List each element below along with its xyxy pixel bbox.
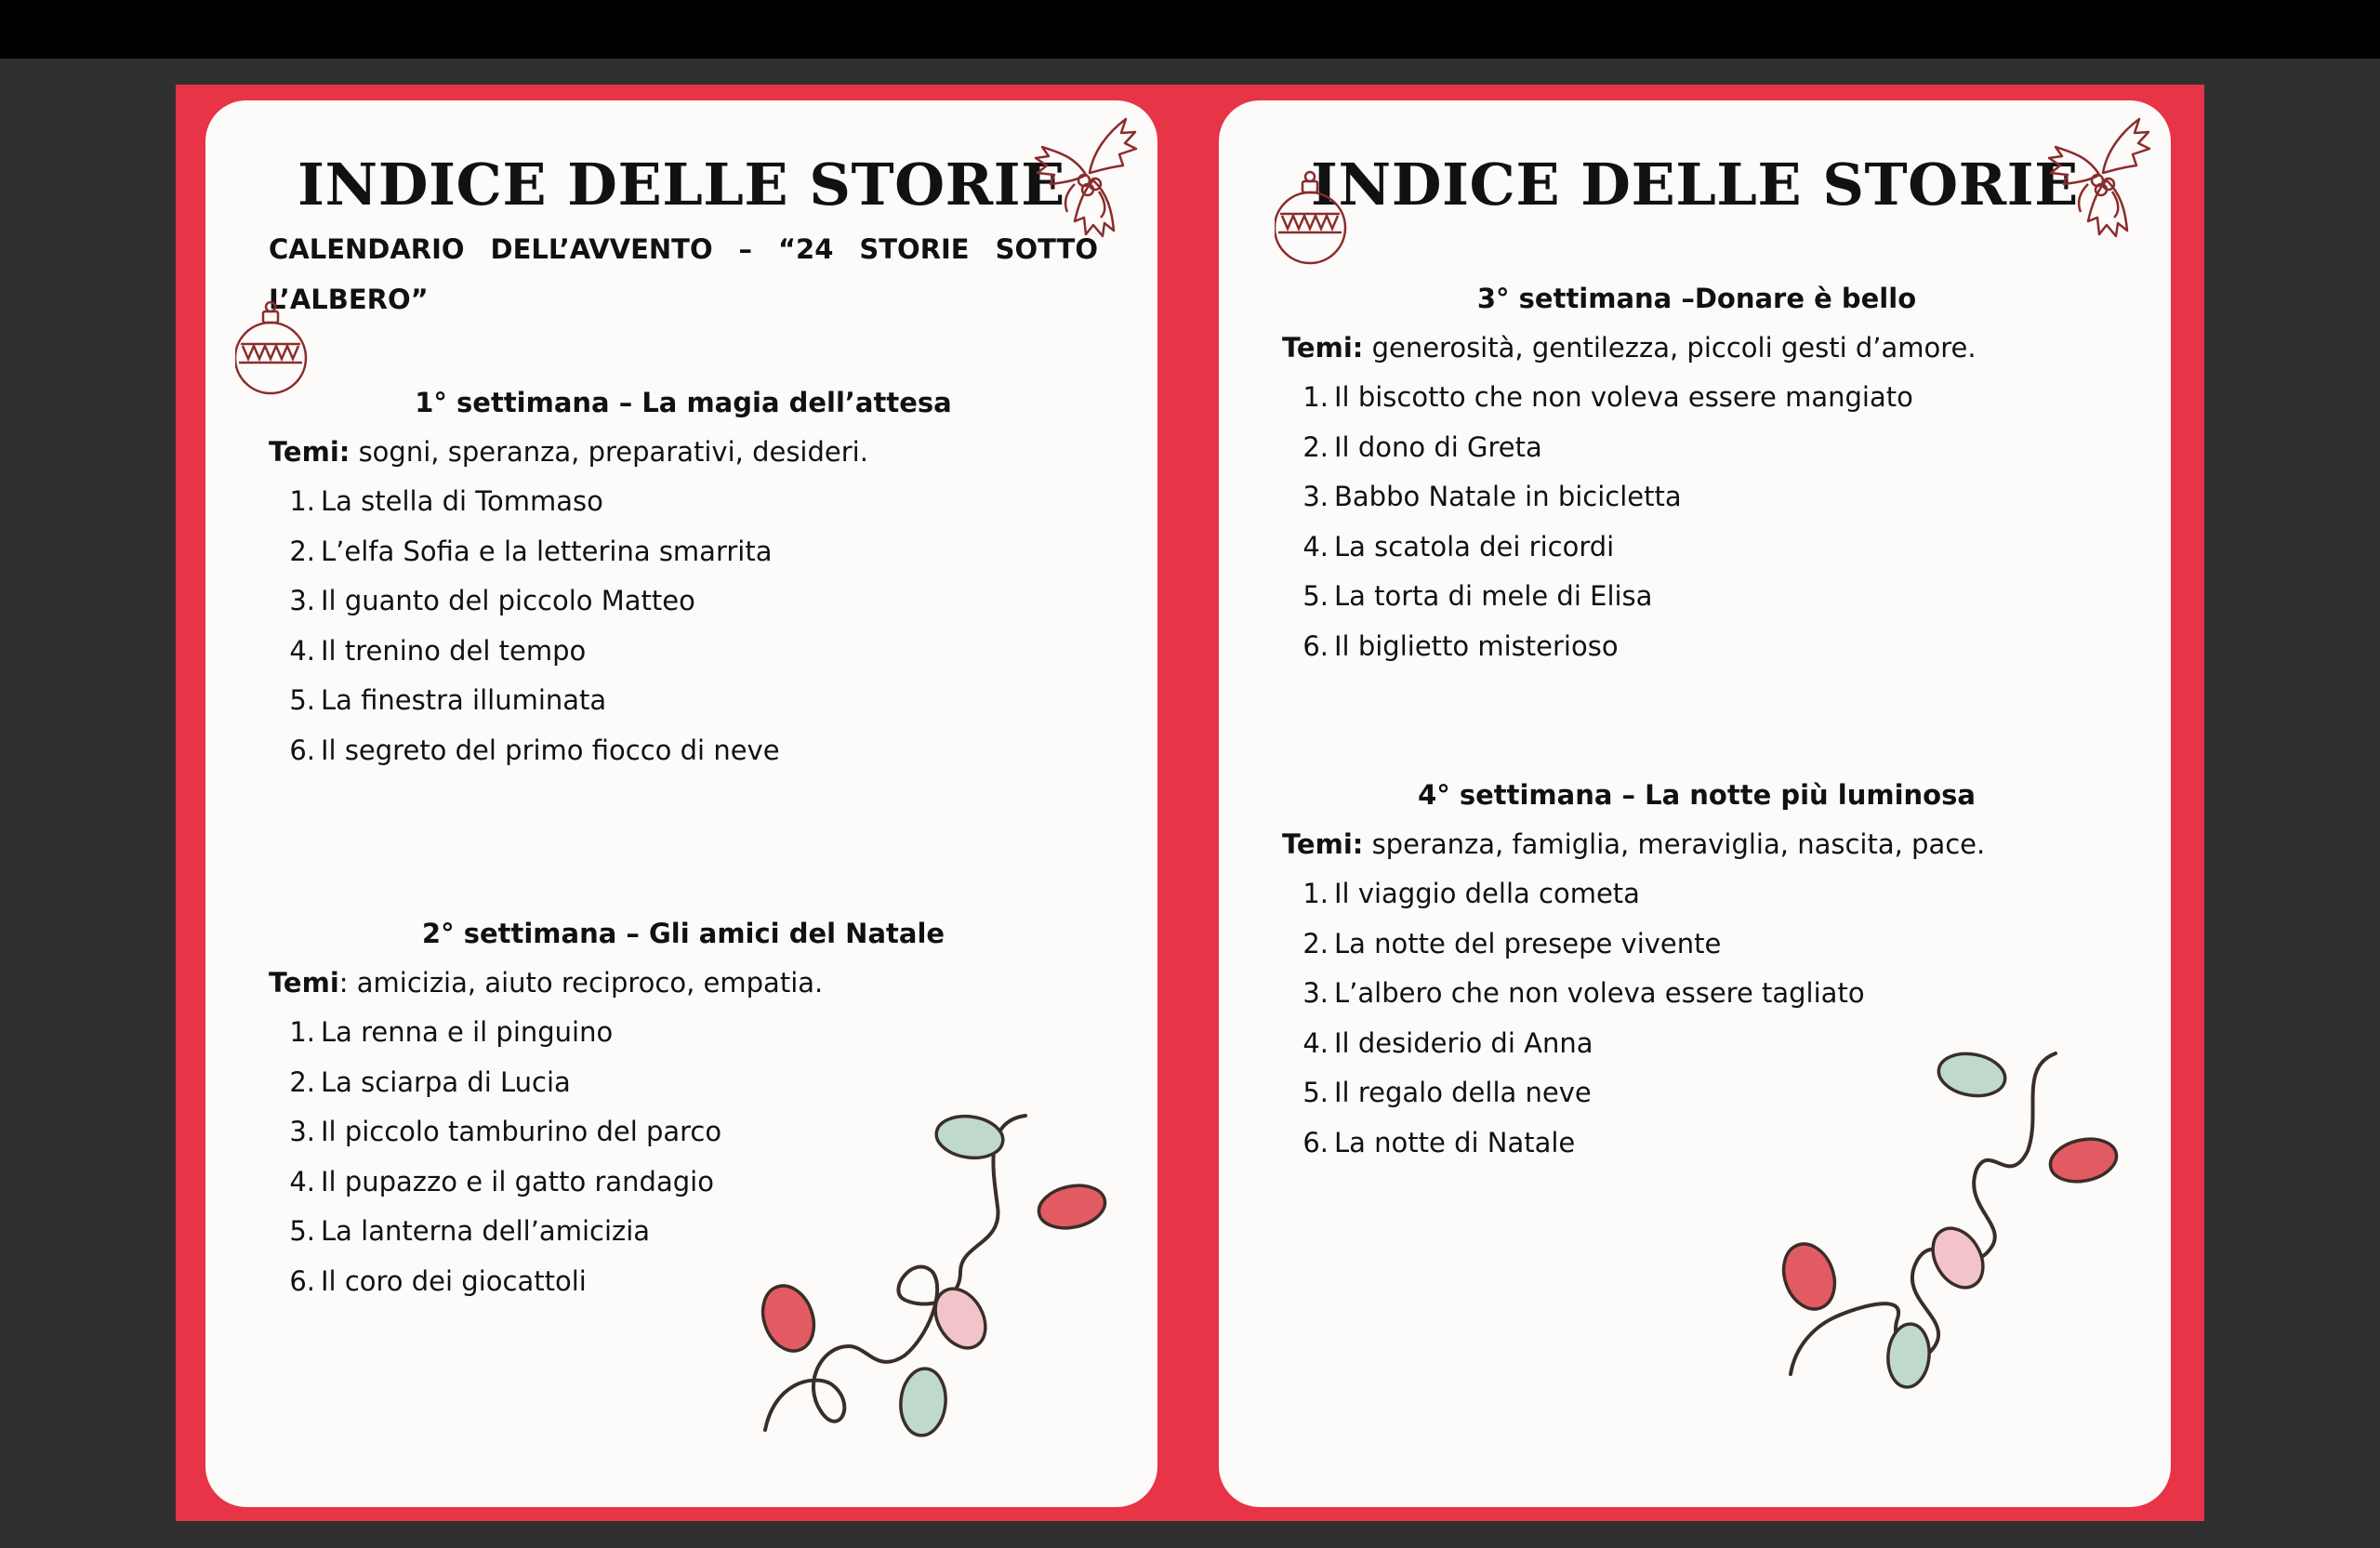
story-title: Il viaggio della cometa: [1334, 878, 1640, 909]
list-item: [1282, 969, 2111, 1019]
ornament-icon: [1275, 167, 1358, 270]
week-themes: [1282, 324, 2111, 373]
ornament-icon: [235, 298, 319, 400]
story-list: [1282, 373, 2111, 672]
themes-label: Temi:: [269, 436, 350, 468]
item-number: 5.: [1302, 1077, 1329, 1109]
week-heading: 4° settimana – La notte più luminosa: [1418, 779, 1976, 811]
list-item: [269, 1008, 1098, 1058]
story-list: [269, 477, 1098, 776]
list-item: [269, 627, 1098, 677]
story-title: Il coro dei giocattoli: [321, 1264, 587, 1297]
story-title: La notte del presepe vivente: [1334, 927, 1722, 959]
story-title: Il piccolo tamburino del parco: [321, 1116, 722, 1148]
list-item: [1282, 572, 2111, 622]
item-number: 3.: [289, 585, 315, 617]
list-item: [269, 576, 1098, 627]
week-themes: [269, 959, 1098, 1008]
story-title: La finestra illuminata: [321, 684, 607, 717]
list-item: [269, 726, 1098, 776]
week-heading: 2° settimana – Gli amici del Natale: [421, 918, 945, 949]
item-number: 5.: [1302, 580, 1329, 613]
christmas-lights-icon: [747, 1105, 1118, 1458]
page-right: [1219, 100, 2171, 1507]
page-title: INDICE DELLE STORIE: [1311, 151, 2079, 218]
list-item: [1282, 472, 2111, 523]
item-number: 4.: [1302, 530, 1329, 562]
themes-text: : amicizia, aiuto reciproco, empatia.: [338, 967, 824, 999]
item-number: 2.: [1302, 430, 1329, 463]
item-number: 4.: [1302, 1026, 1329, 1059]
item-number: 2.: [1302, 927, 1329, 959]
week-heading: 3° settimana –Donare è bello: [1476, 283, 1917, 314]
christmas-lights-icon: [1777, 1039, 2149, 1411]
item-number: 4.: [289, 634, 315, 667]
story-title: Il segreto del primo fiocco di neve: [321, 734, 780, 766]
list-item: [269, 477, 1098, 527]
list-item: [1282, 869, 2111, 920]
story-title: Il guanto del piccolo Matteo: [321, 585, 695, 617]
story-title: L’elfa Sofia e la letterina smarrita: [321, 535, 773, 567]
item-number: 5.: [289, 684, 315, 717]
item-number: 1.: [289, 485, 315, 517]
themes-text: sogni, speranza, preparativi, desideri.: [350, 436, 868, 468]
list-item: [269, 676, 1098, 726]
story-title: La lanterna dell’amicizia: [321, 1215, 651, 1248]
list-item: [1282, 373, 2111, 423]
story-title: L’albero che non voleva essere tagliato: [1334, 977, 1865, 1010]
page-left: [205, 100, 1157, 1507]
item-number: 6.: [289, 1264, 315, 1297]
story-title: La notte di Natale: [1334, 1126, 1576, 1158]
list-item: [269, 527, 1098, 577]
item-number: 1.: [1302, 381, 1329, 413]
story-title: Il biscotto che non voleva essere mangiato: [1334, 381, 1913, 413]
story-title: La stella di Tommaso: [321, 485, 603, 517]
item-number: 1.: [289, 1016, 315, 1048]
item-number: 3.: [1302, 977, 1329, 1010]
week-section-3: [1282, 273, 2111, 672]
item-number: 4.: [289, 1165, 315, 1197]
story-title: Il regalo della neve: [1334, 1077, 1592, 1109]
top-bar: [0, 0, 2380, 59]
themes-text: generosità, gentilezza, piccoli gesti d’amore.: [1363, 332, 1977, 364]
item-number: 2.: [289, 535, 315, 567]
item-number: 3.: [289, 1116, 315, 1148]
book-spread: [176, 85, 2204, 1521]
story-title: La torta di mele di Elisa: [1334, 580, 1653, 613]
story-title: La sciarpa di Lucia: [321, 1065, 571, 1098]
item-number: 3.: [1302, 481, 1329, 513]
page-title: INDICE DELLE STORIE: [298, 151, 1065, 218]
holly-icon: [2023, 100, 2162, 249]
week-heading: 1° settimana – La magia dell’attesa: [415, 387, 952, 418]
story-title: Il desiderio di Anna: [1334, 1026, 1593, 1059]
story-title: Babbo Natale in bicicletta: [1334, 481, 1682, 513]
list-item: [269, 1058, 1098, 1108]
themes-label: Temi: [269, 967, 339, 999]
list-item: [1282, 920, 2111, 970]
item-number: 6.: [1302, 629, 1329, 662]
list-item: [1282, 423, 2111, 473]
week-themes: [1282, 820, 2111, 869]
list-item: [1282, 622, 2111, 672]
story-title: Il biglietto misterioso: [1334, 629, 1619, 662]
themes-label: Temi:: [1282, 332, 1364, 364]
holly-icon: [1010, 100, 1149, 249]
themes-label: Temi:: [1282, 828, 1364, 860]
item-number: 6.: [1302, 1126, 1329, 1158]
list-item: [1282, 523, 2111, 573]
item-number: 5.: [289, 1215, 315, 1248]
item-number: 2.: [289, 1065, 315, 1098]
story-title: Il trenino del tempo: [321, 634, 587, 667]
story-title: Il dono di Greta: [1334, 430, 1542, 463]
item-number: 1.: [1302, 878, 1329, 909]
story-title: La scatola dei ricordi: [1334, 530, 1615, 562]
week-section-1: [269, 377, 1098, 776]
story-title: Il pupazzo e il gatto randagio: [321, 1165, 714, 1197]
week-themes: [269, 428, 1098, 477]
calendar-subtitle: CALENDARIO DELL’AVVENTO – “24 STORIE SOTTO L’ALBERO”: [269, 233, 1098, 315]
item-number: 6.: [289, 734, 315, 766]
themes-text: speranza, famiglia, meraviglia, nascita, pace.: [1363, 828, 1986, 860]
story-title: La renna e il pinguino: [321, 1016, 614, 1048]
